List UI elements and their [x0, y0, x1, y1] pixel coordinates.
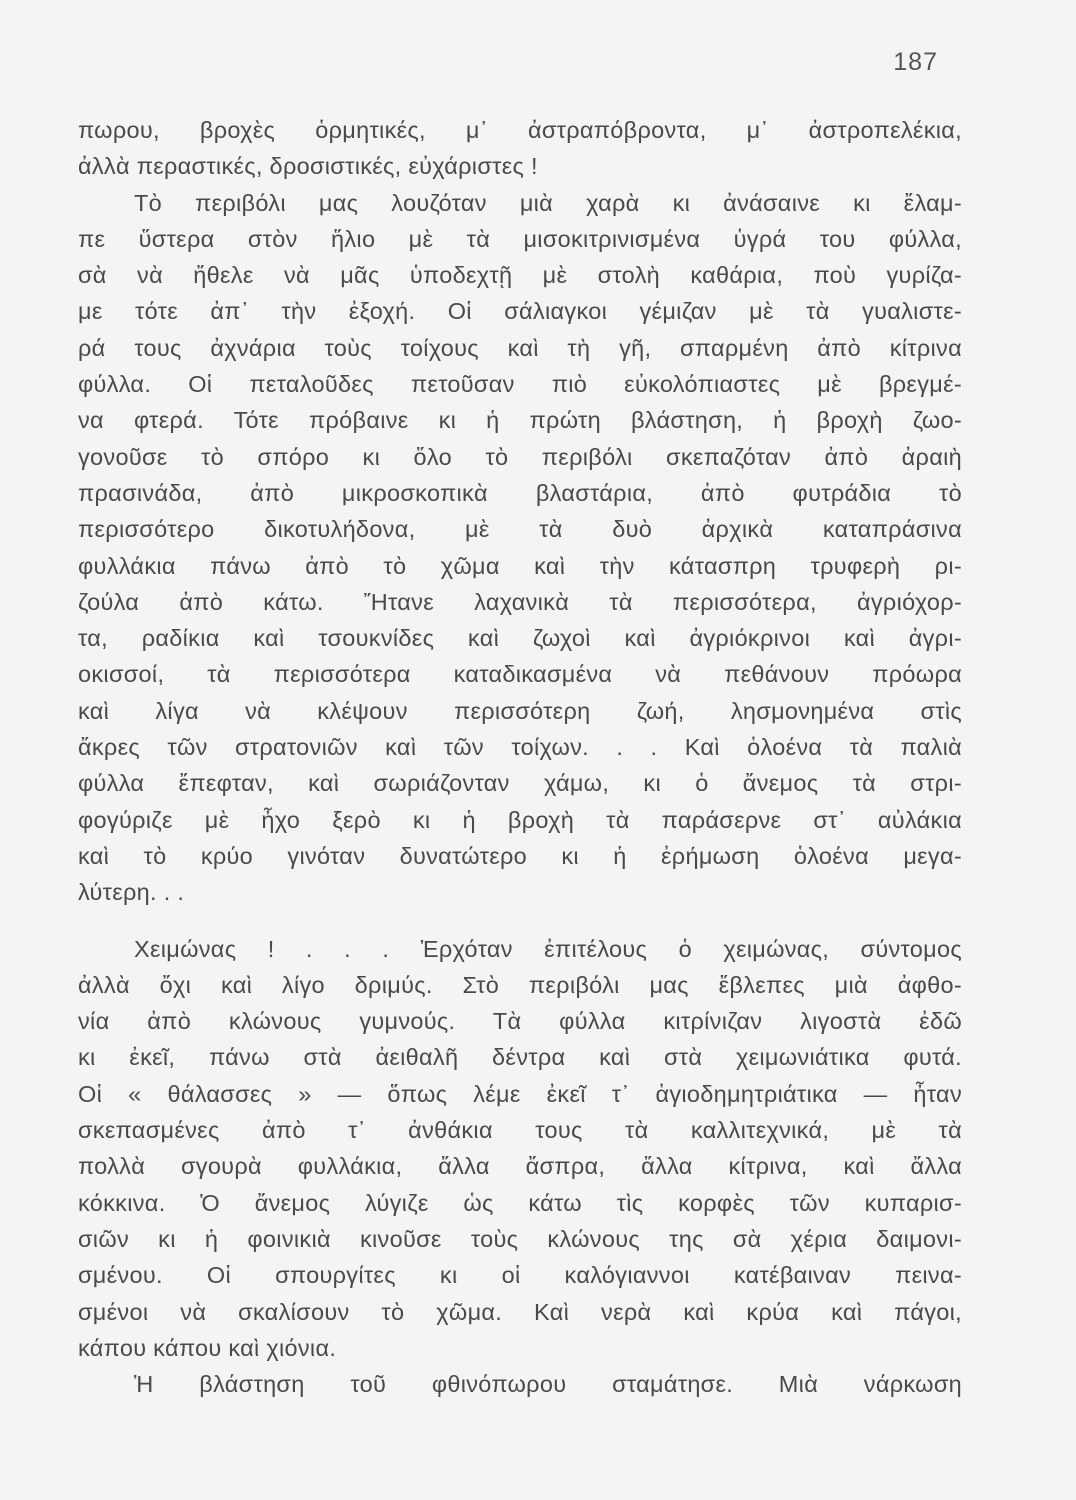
text-line: φογύριζε μὲ ἦχο ξερὸ κι ἡ βροχὴ τὰ παράσερνε στ᾿ αὐλάκια — [78, 806, 962, 833]
text-line: τα, ραδίκια καὶ τσουκνίδες καὶ ζωχοὶ καὶ ἀγριόκρινοι καὶ ἀγρι- — [78, 625, 962, 652]
text-line: Οἱ « θάλασσες » — ὅπως λέμε ἐκεῖ τ᾿ ἁγιοδημητριάτικα — ἦταν — [78, 1080, 962, 1107]
text-line: οκισσοί, τὰ περισσότερα καταδικασμένα νὰ πεθάνουν πρόωρα — [78, 661, 962, 688]
text-line: πωρου, βροχὲς ὁρμητικές, μ᾿ ἀστραπόβροντα, μ᾿ ἀστροπελέκια, — [78, 117, 962, 143]
text-line: κάπου κάπου καὶ χιόνια. — [78, 1334, 337, 1361]
text-line: ζούλα ἀπὸ κάτω. Ἤτανε λαχανικὰ τὰ περισσότερα, ἀγριόχορ- — [78, 588, 962, 615]
text-line: με τότε ἀπ᾿ τὴν ἐξοχή. Οἱ σάλιαγκοι γέμιζαν μὲ τὰ γυαλιστε- — [78, 298, 962, 325]
text-line: περισσότερο δικοτυλήδονα, μὲ τὰ δυὸ ἀρχικὰ καταπράσινα — [78, 516, 962, 543]
text-line: Ἡ βλάστηση τοῦ φθινόπωρου σταμάτησε. Μιὰ νάρκωση — [134, 1371, 962, 1398]
section-gap — [78, 911, 962, 931]
text-line: κόκκινα. Ὁ ἄνεμος λύγιζε ὡς κάτω τὶς κορφὲς τῶν κυπαρισ- — [78, 1189, 962, 1216]
text-line: σμένου. Οἱ σπουργίτες κι οἱ καλόγιαννοι κατέβαιναν πεινα- — [78, 1262, 962, 1289]
text-line: φύλλα. Οἱ πεταλοῦδες πετοῦσαν πιὸ εὐκολόπιαστες μὲ βρεγμέ- — [78, 371, 962, 398]
text-line: σιῶν κι ἡ φοινικιὰ κινοῦσε τοὺς κλώνους της σὰ χέρια δαιμονι- — [78, 1225, 962, 1252]
text-line: λύτερη. . . — [78, 879, 185, 906]
text-line: κι ἐκεῖ, πάνω στὰ ἀειθαλῆ δέντρα καὶ στὰ χειμωνιάτικα φυτά. — [78, 1044, 962, 1071]
page-number: 187 — [893, 48, 938, 76]
text-line: ἀλλὰ περαστικές, δροσιστικές, εὐχάριστες ! — [78, 153, 538, 180]
text-line: ἄκρες τῶν στρατονιῶν καὶ τῶν τοίχων. . . Καὶ ὁλοένα τὰ παλιὰ — [78, 734, 962, 761]
text-line: νία ἀπὸ κλώνους γυμνούς. Τὰ φύλλα κιτρίνιζαν λιγοστὰ ἐδῶ — [78, 1008, 962, 1035]
text-line: γονοῦσε τὸ σπόρο κι ὅλο τὸ περιβόλι σκεπαζόταν ἀπὸ ἀραιὴ — [78, 443, 962, 470]
body-text — [78, 112, 962, 1402]
text-line: σκεπασμένες ἀπὸ τ᾿ ἀνθάκια τους τὰ καλλιτεχνικά, μὲ τὰ — [78, 1117, 962, 1144]
text-line: καὶ λίγα νὰ κλέψουν περισσότερη ζωή, λησμονημένα στὶς — [78, 697, 962, 724]
text-line: Χειμώνας ! . . . Ἐρχόταν ἐπιτέλους ὁ χειμώνας, σύντομος — [134, 935, 962, 962]
text-line: σμένοι νὰ σκαλίσουν τὸ χῶμα. Καὶ νερὰ καὶ κρύα καὶ πάγοι, — [78, 1298, 962, 1325]
text-line: καὶ τὸ κρύο γινόταν δυνατώτερο κι ἡ ἐρήμωση ὁλοένα μεγα- — [78, 842, 962, 869]
text-line: πρασινάδα, ἀπὸ μικροσκοπικὰ βλαστάρια, ἀπὸ φυτράδια τὸ — [78, 479, 962, 506]
text-line: φυλλάκια πάνω ἀπὸ τὸ χῶμα καὶ τὴν κάτασπρη τρυφερὴ ρι- — [78, 552, 962, 579]
text-line: πε ὕστερα στὸν ἥλιο μὲ τὰ μισοκιτρινισμένα ὑγρά του φύλλα, — [78, 225, 962, 252]
text-line: φύλλα ἔπεφταν, καὶ σωριάζονταν χάμω, κι ὁ ἄνεμος τὰ στρι- — [78, 770, 962, 797]
text-line: πολλὰ σγουρὰ φυλλάκια, ἄλλα ἄσπρα, ἄλλα κίτρινα, καὶ ἄλλα — [78, 1153, 962, 1180]
text-line: ἀλλὰ ὄχι καὶ λίγο δριμύς. Στὸ περιβόλι μας ἔβλεπες μιὰ ἀφθο- — [78, 971, 962, 998]
text-line: ρά τους ἀχνάρια τοὺς τοίχους καὶ τὴ γῆ, σπαρμένη ἀπὸ κίτρινα — [78, 334, 962, 361]
text-line: να φτερά. Τότε πρόβαινε κι ἡ πρώτη βλάστηση, ἡ βροχὴ ζωο- — [78, 407, 962, 434]
text-line: σὰ νὰ ἤθελε νὰ μᾶς ὑποδεχτῇ μὲ στολὴ καθάρια, ποὺ γυρίζα- — [78, 262, 962, 289]
text-line: Τὸ περιβόλι μας λουζόταν μιὰ χαρὰ κι ἀνάσαινε κι ἔλαμ- — [134, 189, 962, 216]
